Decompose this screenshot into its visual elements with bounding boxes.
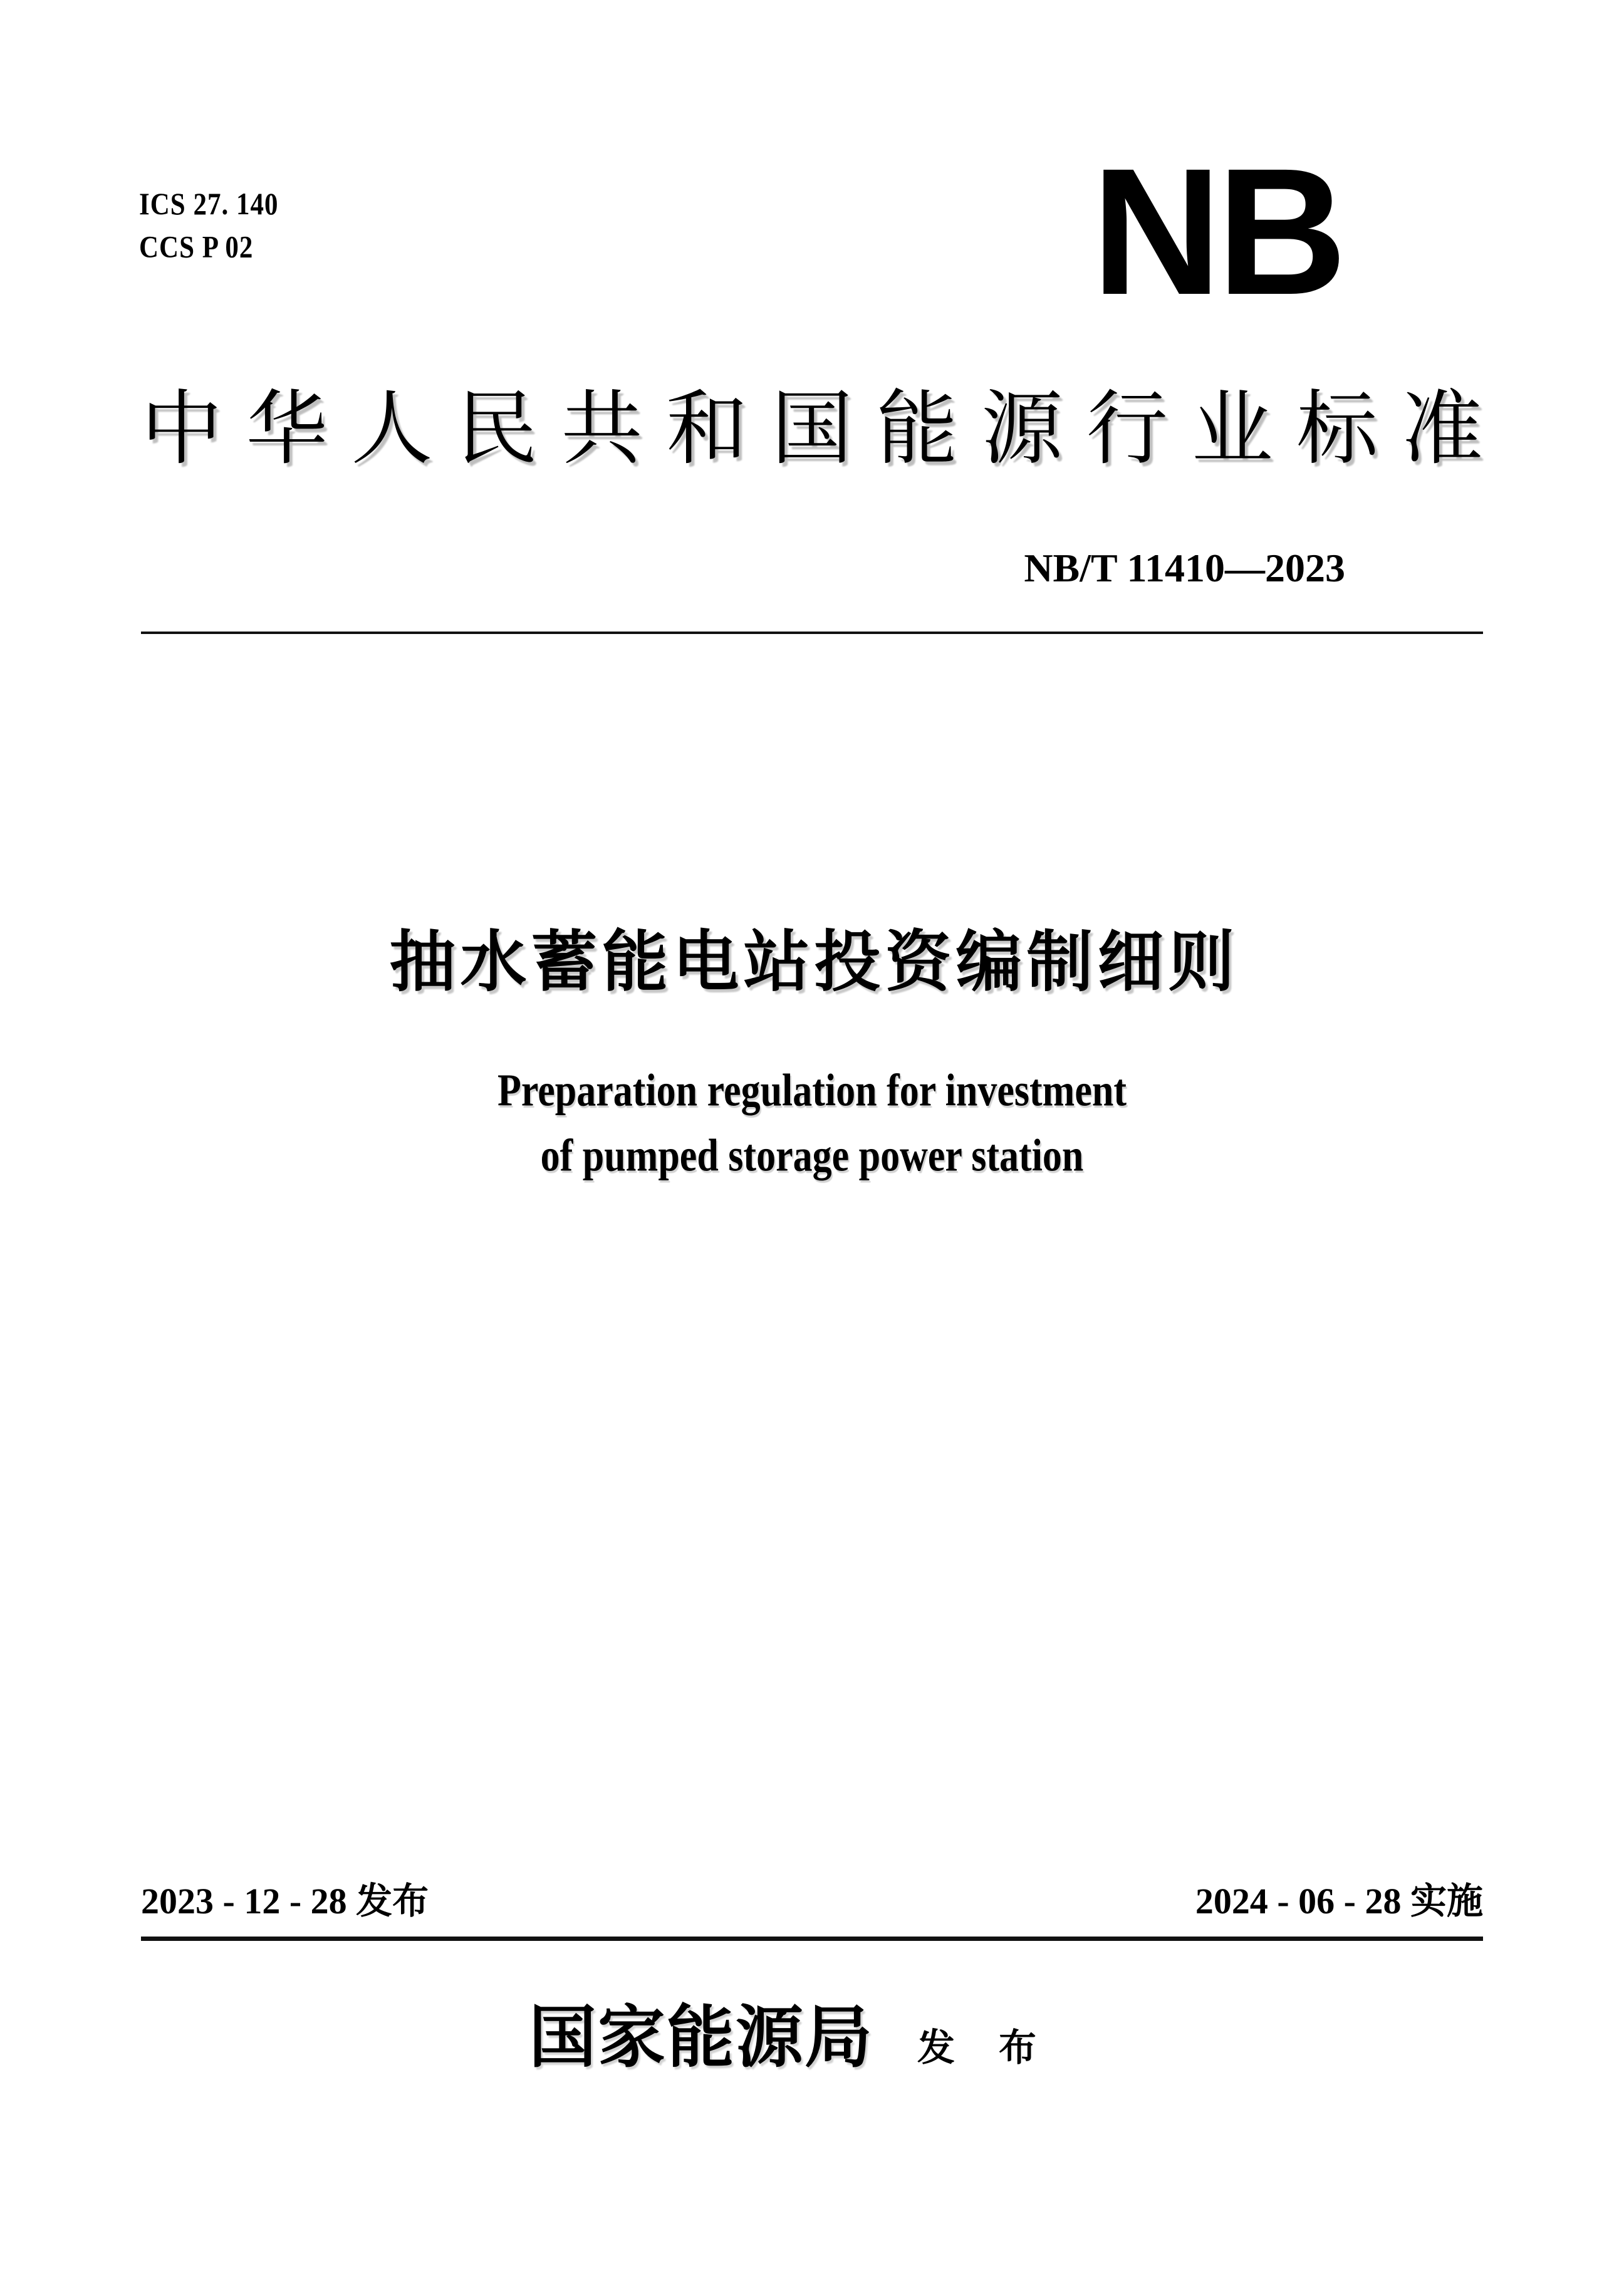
char: 标 [1296, 385, 1378, 475]
char: 行 [1086, 385, 1168, 475]
char: 发 [917, 2027, 955, 2069]
nb-logo: NB [1091, 131, 1342, 333]
classification-codes [139, 183, 278, 269]
implementation-date: 2024 - 06 - 28 实施 [1195, 1881, 1483, 1921]
char: 国 [771, 385, 853, 475]
publisher-row [0, 2000, 1565, 2077]
char: 和 [666, 385, 748, 475]
document-title-en-line2: of pumped storage power station [540, 1130, 1084, 1181]
char: 中 [141, 385, 223, 475]
publisher-name: 国家能源局 [528, 2001, 873, 2076]
standard-number: NB/T 11410—2023 [1024, 546, 1345, 590]
standard-heading [141, 383, 1483, 477]
ics-code: ICS 27. 140 [139, 187, 279, 222]
document-title-zh: 抽水蓄能电站投资编制细则 [389, 925, 1239, 999]
char: 准 [1401, 385, 1483, 475]
publish-label [917, 2026, 1036, 2069]
issue-date: 2023 - 12 - 28 发布 [141, 1881, 429, 1921]
bottom-divider-line [141, 1937, 1483, 1941]
char: 人 [351, 385, 433, 475]
char: 华 [246, 385, 328, 475]
dates-row [141, 1880, 1483, 1923]
char: 共 [561, 385, 643, 475]
char: 业 [1191, 385, 1273, 475]
document-title-en-line1: Preparation regulation for investment [497, 1065, 1127, 1116]
char: 民 [455, 385, 538, 475]
char: 源 [981, 385, 1063, 475]
char: 布 [999, 2027, 1036, 2069]
document-title-en [0, 1058, 1624, 1188]
top-divider-line [141, 632, 1483, 634]
char: 能 [876, 385, 958, 475]
ccs-code: CCS P 02 [139, 230, 254, 264]
